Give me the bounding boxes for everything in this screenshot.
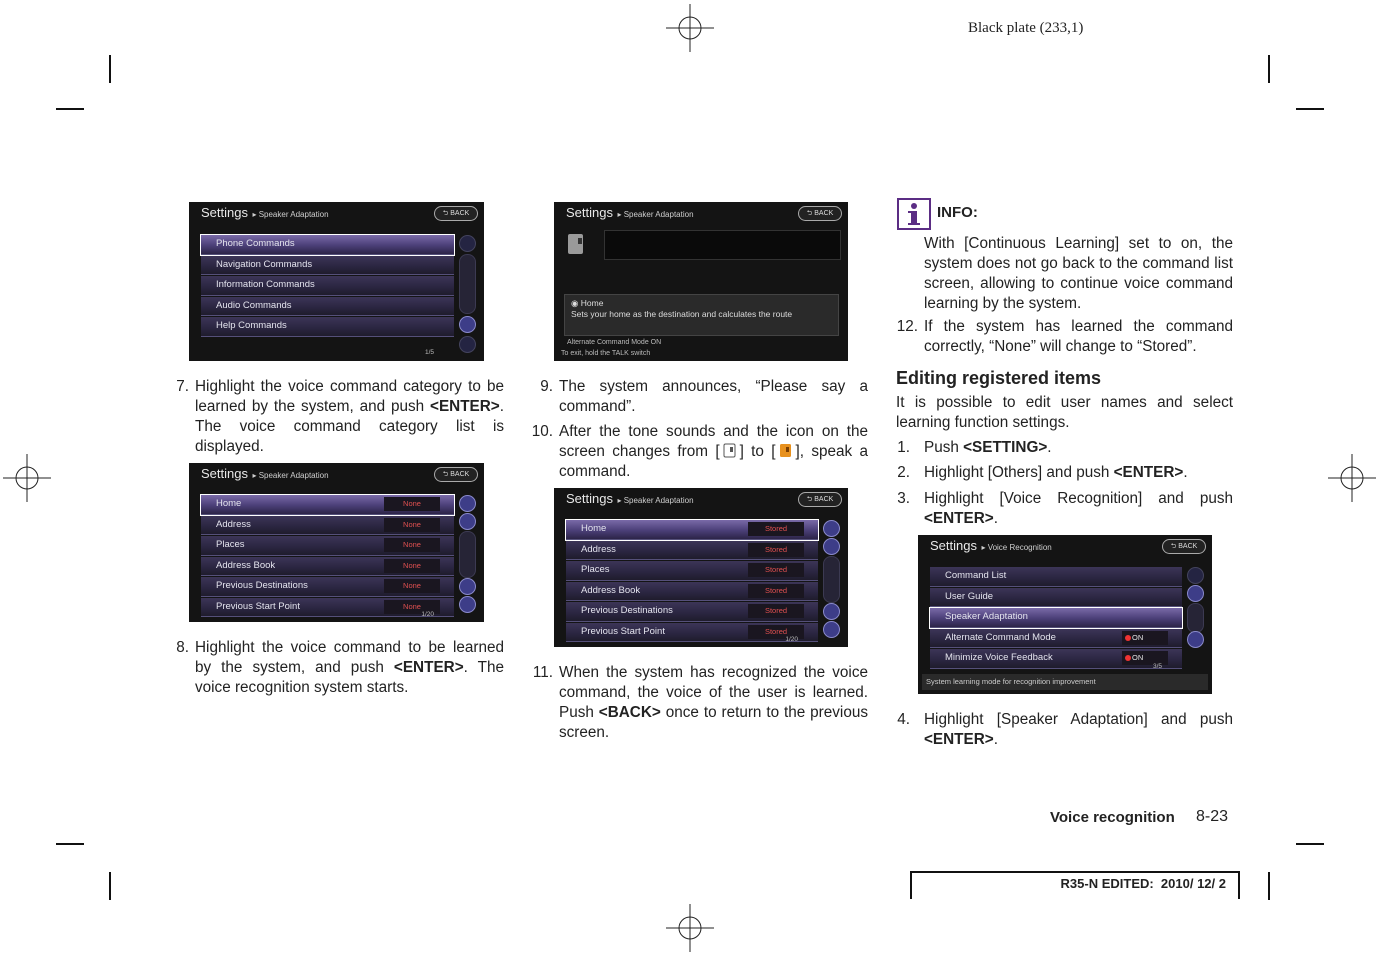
crop-mark: [56, 843, 84, 845]
list-item[interactable]: User Guide: [930, 588, 1182, 608]
info-label: INFO:: [937, 204, 978, 221]
command-list: [201, 495, 454, 618]
screen-title: Settings: [566, 205, 613, 220]
crop-mark: [1296, 108, 1324, 110]
step-text: Highlight the voice command to be learned by the system, and push <ENTER>. The voice recognition system starts.: [195, 639, 504, 696]
step-text: If the system has learned the command correctly, “None” will change to “Stored”.: [924, 318, 1233, 355]
plate-label: Black plate (233,1): [968, 20, 1084, 36]
back-button[interactable]: ⮌ BACK: [798, 206, 842, 221]
idle-voice-icon: [723, 443, 737, 458]
screen-command-list-stored: [554, 488, 848, 647]
list-item[interactable]: Address None: [201, 516, 454, 536]
screen-subtitle: ▸ Speaker Adaptation: [252, 471, 329, 480]
crop-mark: [1268, 872, 1270, 900]
screen-subtitle: ▸ Speaker Adaptation: [617, 210, 694, 219]
status-badge: None: [384, 497, 440, 511]
screen-subtitle: ▸ Voice Recognition: [981, 543, 1052, 552]
screen-title: Settings: [201, 205, 248, 220]
step-number: 9.: [540, 378, 553, 395]
list-item[interactable]: Previous Start Point Stored: [566, 623, 818, 643]
step-text: When the system has recognized the voice command, the voice of the user is learned. Push <BACK> once to return to the previous screen.: [559, 664, 868, 741]
screen-voice-recognition-settings: [918, 535, 1212, 694]
scroll-bottom-button[interactable]: [459, 596, 476, 613]
recognition-field: [604, 230, 841, 260]
list-item[interactable]: Audio Commands: [201, 297, 454, 317]
status-badge: Stored: [748, 543, 804, 557]
step-number: 1.: [897, 439, 910, 456]
list-item[interactable]: Information Commands: [201, 276, 454, 296]
scrollbar[interactable]: [823, 556, 840, 603]
info-description: Sets your home as the destination and calculates the route: [571, 309, 793, 319]
screen-footer-hint: System learning mode for recognition improvement: [922, 674, 1208, 690]
screen-title: Settings: [201, 466, 248, 481]
info-icon: [897, 198, 931, 230]
registration-mark: [3, 454, 51, 502]
step-number: 2.: [897, 464, 910, 481]
crop-mark: [109, 872, 111, 900]
scroll-down-button[interactable]: [459, 578, 476, 595]
crop-mark: [1296, 843, 1324, 845]
step-text: Highlight [Voice Recognition] and push <ENTER>.: [924, 490, 1233, 527]
toggle-status[interactable]: ON: [1122, 631, 1168, 645]
registration-mark: [666, 4, 714, 52]
section-intro: It is possible to edit user names and select learning function settings.: [896, 394, 1233, 431]
crop-mark: [109, 55, 111, 83]
screen-header: [201, 465, 329, 485]
status-badge: None: [384, 559, 440, 573]
step-text: Push <SETTING>.: [924, 439, 1052, 456]
info-text: With [Continuous Learning] set to on, the system does not go back to the command list screen, allowing to continue voice command learning by the system.: [924, 235, 1233, 312]
registration-mark: [1328, 454, 1376, 502]
scroll-down-button[interactable]: [823, 603, 840, 620]
edited-box: [910, 871, 1240, 899]
step-text: Highlight [Others] and push <ENTER>.: [924, 464, 1188, 481]
back-button[interactable]: ⮌ BACK: [434, 206, 478, 221]
scroll-down-button[interactable]: [459, 316, 476, 333]
status-badge: None: [384, 538, 440, 552]
status-badge: Stored: [748, 563, 804, 577]
scrollbar[interactable]: [459, 254, 476, 314]
scroll-up-button[interactable]: [459, 513, 476, 530]
active-voice-icon: [779, 443, 793, 458]
list-item[interactable]: Command List: [930, 567, 1182, 587]
list-item[interactable]: Help Commands: [201, 317, 454, 337]
scrollbar[interactable]: [1187, 603, 1204, 633]
screen-header: [566, 204, 694, 224]
page-indicator: 1/5: [424, 349, 434, 356]
list-item[interactable]: Home None: [201, 495, 454, 515]
back-button[interactable]: ⮌ BACK: [1162, 539, 1206, 554]
page-number: 8-23: [1196, 808, 1229, 825]
page-indicator: 3/5: [1152, 663, 1162, 670]
scroll-up-button[interactable]: [823, 538, 840, 555]
step-number: 12.: [896, 318, 918, 335]
crop-mark: [1268, 55, 1270, 83]
screen-command-categories: [189, 202, 484, 361]
screen-voice-prompt: [554, 202, 848, 361]
back-button[interactable]: ⮌ BACK: [434, 467, 478, 482]
scrollbar[interactable]: [459, 531, 476, 578]
step-number: 4.: [897, 711, 910, 728]
status-badge: None: [384, 518, 440, 532]
info-title: ◉ Home: [571, 298, 604, 308]
speak-icon: [566, 232, 588, 256]
screen-command-list-none: [189, 463, 484, 622]
edited-stamp: R35-N EDITED: 2010/ 12/ 2: [1060, 876, 1226, 891]
scroll-up-button[interactable]: [1187, 585, 1204, 602]
screen-subtitle: ▸ Speaker Adaptation: [252, 210, 329, 219]
page-indicator: 1/20: [421, 611, 434, 618]
list-item[interactable]: Address Book None: [201, 557, 454, 577]
list-item[interactable]: Speaker Adaptation: [930, 608, 1182, 628]
exit-hint: To exit, hold the TALK switch: [561, 350, 651, 357]
list-item[interactable]: Navigation Commands: [201, 256, 454, 276]
step-number: 8.: [176, 639, 189, 656]
status-badge: Stored: [748, 604, 804, 618]
list-item[interactable]: Places Stored: [566, 561, 818, 581]
section-heading: Editing registered items: [896, 368, 1102, 388]
screen-header: [201, 204, 329, 224]
scroll-bottom-button[interactable]: [459, 336, 476, 353]
list-item[interactable]: Previous Start Point None: [201, 598, 454, 618]
command-info-box: [564, 294, 839, 336]
step-text: The system announces, “Please say a command”.: [559, 378, 868, 415]
list-item[interactable]: Previous Destinations Stored: [566, 602, 818, 622]
status-badge: None: [384, 600, 440, 614]
screen-title: Settings: [930, 538, 977, 553]
page-indicator: 1/20: [785, 636, 798, 643]
screen-header: [930, 537, 1052, 557]
settings-list: [930, 567, 1182, 670]
list-item[interactable]: Previous Destinations None: [201, 577, 454, 597]
scroll-down-button[interactable]: [1187, 631, 1204, 648]
crop-mark: [56, 108, 84, 110]
step-number: 10.: [531, 423, 553, 440]
command-list: [566, 520, 818, 643]
back-button[interactable]: ⮌ BACK: [798, 492, 842, 507]
status-badge: Stored: [748, 584, 804, 598]
step-number: 11.: [532, 664, 553, 681]
status-badge: Stored: [748, 522, 804, 536]
footer-section-name: Voice recognition: [1050, 809, 1175, 826]
list-item[interactable]: Alternate Command Mode ON: [930, 629, 1182, 649]
list-item[interactable]: Places None: [201, 536, 454, 556]
scroll-top-button[interactable]: [823, 520, 840, 537]
status-badge: None: [384, 579, 440, 593]
status-badge: Stored: [748, 625, 804, 639]
list-item[interactable]: Phone Commands: [201, 235, 454, 255]
list-item[interactable]: Address Book Stored: [566, 582, 818, 602]
step-number: 7.: [176, 378, 189, 395]
scroll-up-button[interactable]: [459, 235, 476, 252]
step-number: 3.: [897, 490, 910, 507]
step-text: Highlight [Speaker Adaptation] and push <ENTER>.: [924, 711, 1233, 748]
screen-subtitle: ▸ Speaker Adaptation: [617, 496, 694, 505]
mode-line: Alternate Command Mode ON: [567, 339, 662, 346]
scroll-top-button[interactable]: [459, 495, 476, 512]
screen-header: [566, 490, 694, 510]
scroll-top-button[interactable]: [1187, 567, 1204, 584]
toggle-status[interactable]: ON: [1122, 651, 1168, 665]
command-category-list: [201, 235, 454, 338]
screen-title: Settings: [566, 491, 613, 506]
registration-mark: [666, 904, 714, 952]
step-text: After the tone sounds and the icon on the screen changes from [ ] to [ ], speak a command.: [559, 423, 869, 480]
scroll-bottom-button[interactable]: [823, 621, 840, 638]
list-item[interactable]: Address Stored: [566, 541, 818, 561]
step-text: Highlight the voice command category to be learned by the system, and push <ENTER>. The voice command category list is displayed.: [195, 378, 504, 455]
list-item[interactable]: Minimize Voice Feedback ON: [930, 649, 1182, 669]
list-item[interactable]: Home Stored: [566, 520, 818, 540]
